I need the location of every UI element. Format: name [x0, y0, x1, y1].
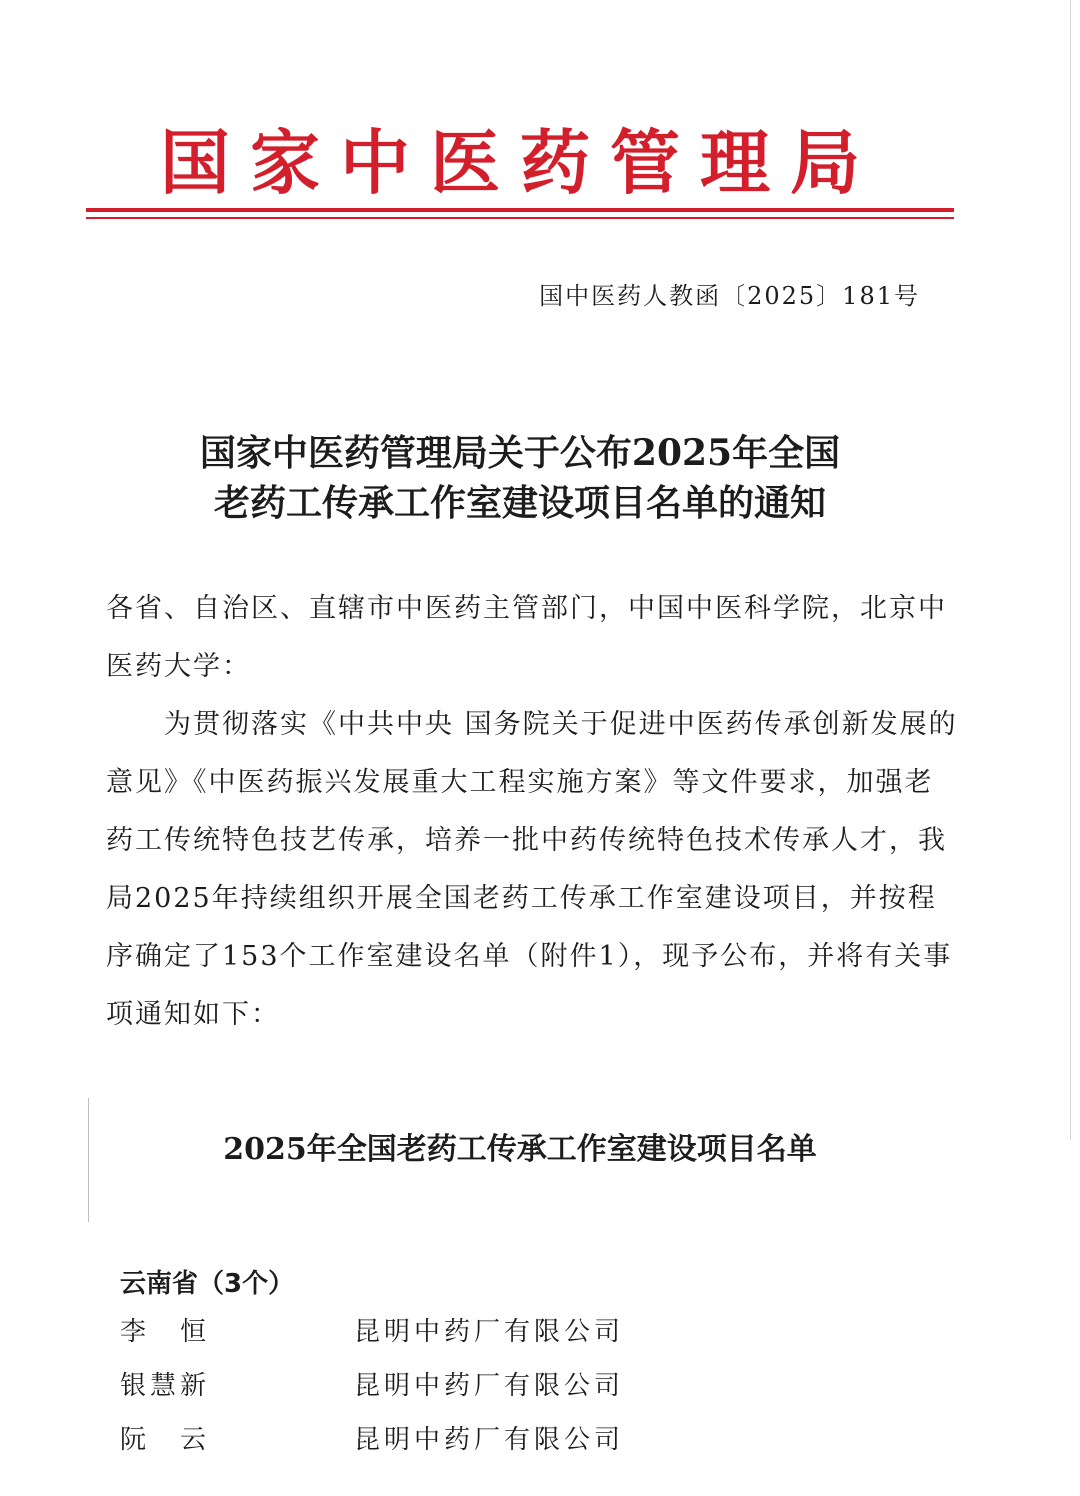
inheritor-name: 银慧新 — [120, 1371, 211, 1401]
scan-margin-mark — [88, 1098, 89, 1222]
notice-body — [106, 580, 962, 1044]
list-item — [120, 1418, 880, 1472]
inheritor-name: 李 恒 — [120, 1317, 211, 1347]
masthead-red-rule-thin — [86, 217, 954, 219]
notice-title — [100, 428, 940, 528]
province-heading: 云南省（3个） — [120, 1269, 295, 1299]
scan-page-edge — [1070, 0, 1071, 1140]
list-item — [120, 1310, 880, 1364]
body-paragraph: 为贯彻落实《中共中央 国务院关于促进中医药传承创新发展的意见》《中医药振兴发展重大工程实施方案》等文件要求，加强老药工传统特色技艺传承，培养一批中药传统特色技术传承人才，我局2025年持续组织开展全国老药工传承工作室建设项目，并按程序确定了153个工作室建设名单（附件1），现予公布，并将有关事项通知如下： — [106, 709, 958, 1030]
organization-name: 昆明中药厂有限公司 — [354, 1425, 625, 1455]
masthead-red-rule-thick — [86, 208, 954, 212]
studio-list — [120, 1310, 880, 1472]
organization-name: 昆明中药厂有限公司 — [354, 1317, 625, 1347]
inheritor-name: 阮 云 — [120, 1425, 211, 1455]
recipients-line: 各省、自治区、直辖市中医药主管部门，中国中医科学院，北京中医药大学： — [106, 593, 947, 682]
organization-name: 昆明中药厂有限公司 — [354, 1371, 625, 1401]
agency-masthead: 国家中医药管理局 — [160, 121, 880, 204]
list-title: 2025年全国老药工传承工作室建设项目名单 — [223, 1132, 817, 1167]
notice-title-line-2: 老药工传承工作室建设项目名单的通知 — [213, 482, 826, 524]
notice-title-line-1: 国家中医药管理局关于公布2025年全国 — [199, 432, 841, 474]
list-item — [120, 1364, 880, 1418]
document-number: 国中医药人教函〔2025〕181号 — [539, 282, 920, 310]
